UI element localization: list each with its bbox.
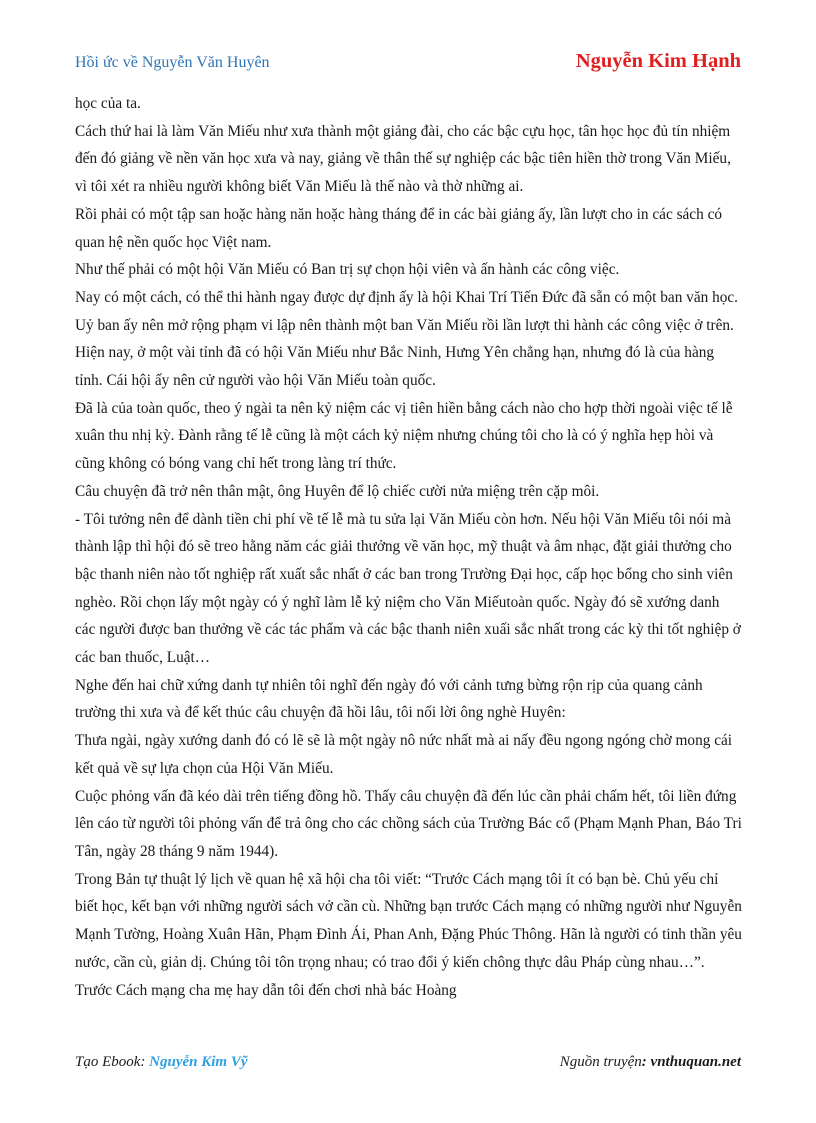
ebook-credit: [75, 1054, 248, 1071]
paragraph: Hiện nay, ở một vài tỉnh đã có hội Văn Miếu như Bắc Ninh, Hưng Yên chẳng hạn, nhưng đó là của hàng tỉnh. Cái hội ấy nên cử người vào hội Văn Miếu toàn quốc.: [75, 344, 715, 390]
paragraph: Rồi phải có một tập san hoặc hàng năn hoặc hàng tháng để in các bài giảng ấy, lần lượt cho in các sách có quan hệ nền quốc học Việt nam.: [75, 205, 723, 251]
source-site: vnthuquan.net: [650, 1054, 741, 1070]
page-header: [75, 50, 741, 78]
paragraph: Trong Bản tự thuật lý lịch về quan hệ xã hội cha tôi viết: “Trước Cách mạng tôi ít có bạn bè. Chủ yếu chỉ biết học, kết bạn với những người sách vở cần cù. Những bạn trước Cách mạng có những người như Nguyễn Mạnh Tường, Hoàng Xuân Hãn, Phạm Đình Ái, Phan Anh, Đặng Phúc Thông. Hãn là người có tinh thần yêu nước, cần cù, giản dị. Chúng tôi tôn trọng nhau; có trao đổi ý kiến chông thực dâu Pháp cùng nhau…”. Trước Cách mạng cha mẹ hay dẫn tôi đến chơi nhà bác Hoàng: [75, 870, 742, 999]
page-footer: [75, 1054, 741, 1078]
paragraph: Nghe đến hai chữ xứng danh tự nhiên tôi nghĩ đến ngày đó với cảnh tưng bừng rộn rịp của quang cảnh trường thi xưa và để kết thúc câu chuyện đã hồi lâu, tôi nối lời ông nghè Huyên:: [75, 676, 703, 722]
paragraph: Nay có một cách, có thể thi hành ngay được dự định ấy là hội Khai Trí Tiến Đức đã sẵn có một ban văn học. Uỷ ban ấy nên mở rộng phạm vi lập nên thành một ban Văn Miếu rồi lần lượt thi hành các công việc ở trên.: [75, 288, 738, 334]
paragraph: Cuộc phỏng vấn đã kéo dài trên tiếng đồng hồ. Thấy câu chuyện đã đến lúc cần phải chấm hết, tôi liền đứng lên cáo từ người tôi phỏng vấn để trả ông cho các chồng sách của Trường Bác cổ (Phạm Mạnh Phan, Báo Tri Tân, ngày 28 tháng 9 năm 1944).: [75, 787, 742, 860]
source-label: Nguồn truyện: [559, 1054, 642, 1070]
paragraph: học của ta.: [75, 95, 141, 112]
body-text: [75, 90, 743, 1004]
source-credit: [560, 1054, 741, 1071]
source-separator: :: [641, 1054, 651, 1070]
ebook-separator: :: [140, 1054, 150, 1070]
paragraph: Cách thứ hai là làm Văn Miếu như xưa thành một giảng đài, cho các bậc cựu học, tân học học đủ tín nhiệm đến đó giảng về nền văn học xưa và nay, giảng về thân thế sự nghiệp các bậc tiên hiền thờ trong Văn Miếu, vì tôi xét ra nhiều người không biết Văn Miếu là thế nào và thờ những ai.: [75, 122, 731, 196]
paragraph: Thưa ngài, ngày xướng danh đó có lẽ sẽ là một ngày nô nức nhất mà ai nấy đều ngong ngóng chờ mong cái kết quả về sự lựa chọn của Hội Văn Miếu.: [75, 732, 733, 777]
author-name: Nguyễn Kim Hạnh: [575, 50, 741, 72]
ebook-creator: Nguyễn Kim Vỹ: [149, 1054, 248, 1070]
paragraph: Như thế phải có một hội Văn Miếu có Ban trị sự chọn hội viên và ấn hành các công việc.: [75, 261, 620, 279]
book-title: Hồi ức về Nguyễn Văn Huyên: [75, 54, 270, 71]
paragraph: - Tôi tưởng nên để dành tiền chi phí về tế lễ mà tu sửa lại Văn Miếu còn hơn. Nếu hội Văn Miếu tôi nói mà thành lập thì hội đó sẽ treo hằng năm các giải thưởng về văn học, mỹ thuật và âm nhạc, đặt giải thưởng cho bậc thanh niên nào tốt nghiệp rất xuất sắc nhất ở các ban trong Trường Đại học, cấp học bổng cho sinh viên nghèo. Rồi chọn lấy một ngày có ý nghĩ làm lễ kỷ niệm cho Văn Miếutoàn quốc. Ngày đó sẽ xướng danh các người được ban thưởng về các tác phẩm và các bậc thanh niên xuấi sắc nhất trong các kỳ thi tốt nghiệp ở các ban thuốc, Luật…: [75, 510, 741, 667]
paragraph: Đã là của toàn quốc, theo ý ngài ta nên kỷ niệm các vị tiên hiền bằng cách nào cho hợp thời ngoài việc tế lễ xuân thu nhị kỳ. Đành rằng tế lễ cũng là một cách kỷ niệm nhưng chúng tôi cho là có ý nghĩa hẹp hòi và cũng không có bóng vang chỉ hết trong làng trí thức.: [75, 399, 733, 473]
ebook-label: Tạo Ebook: [75, 1054, 141, 1070]
paragraph: Câu chuyện đã trở nên thân mật, ông Huyên để lộ chiếc cười nửa miệng trên cặp môi.: [75, 482, 600, 500]
